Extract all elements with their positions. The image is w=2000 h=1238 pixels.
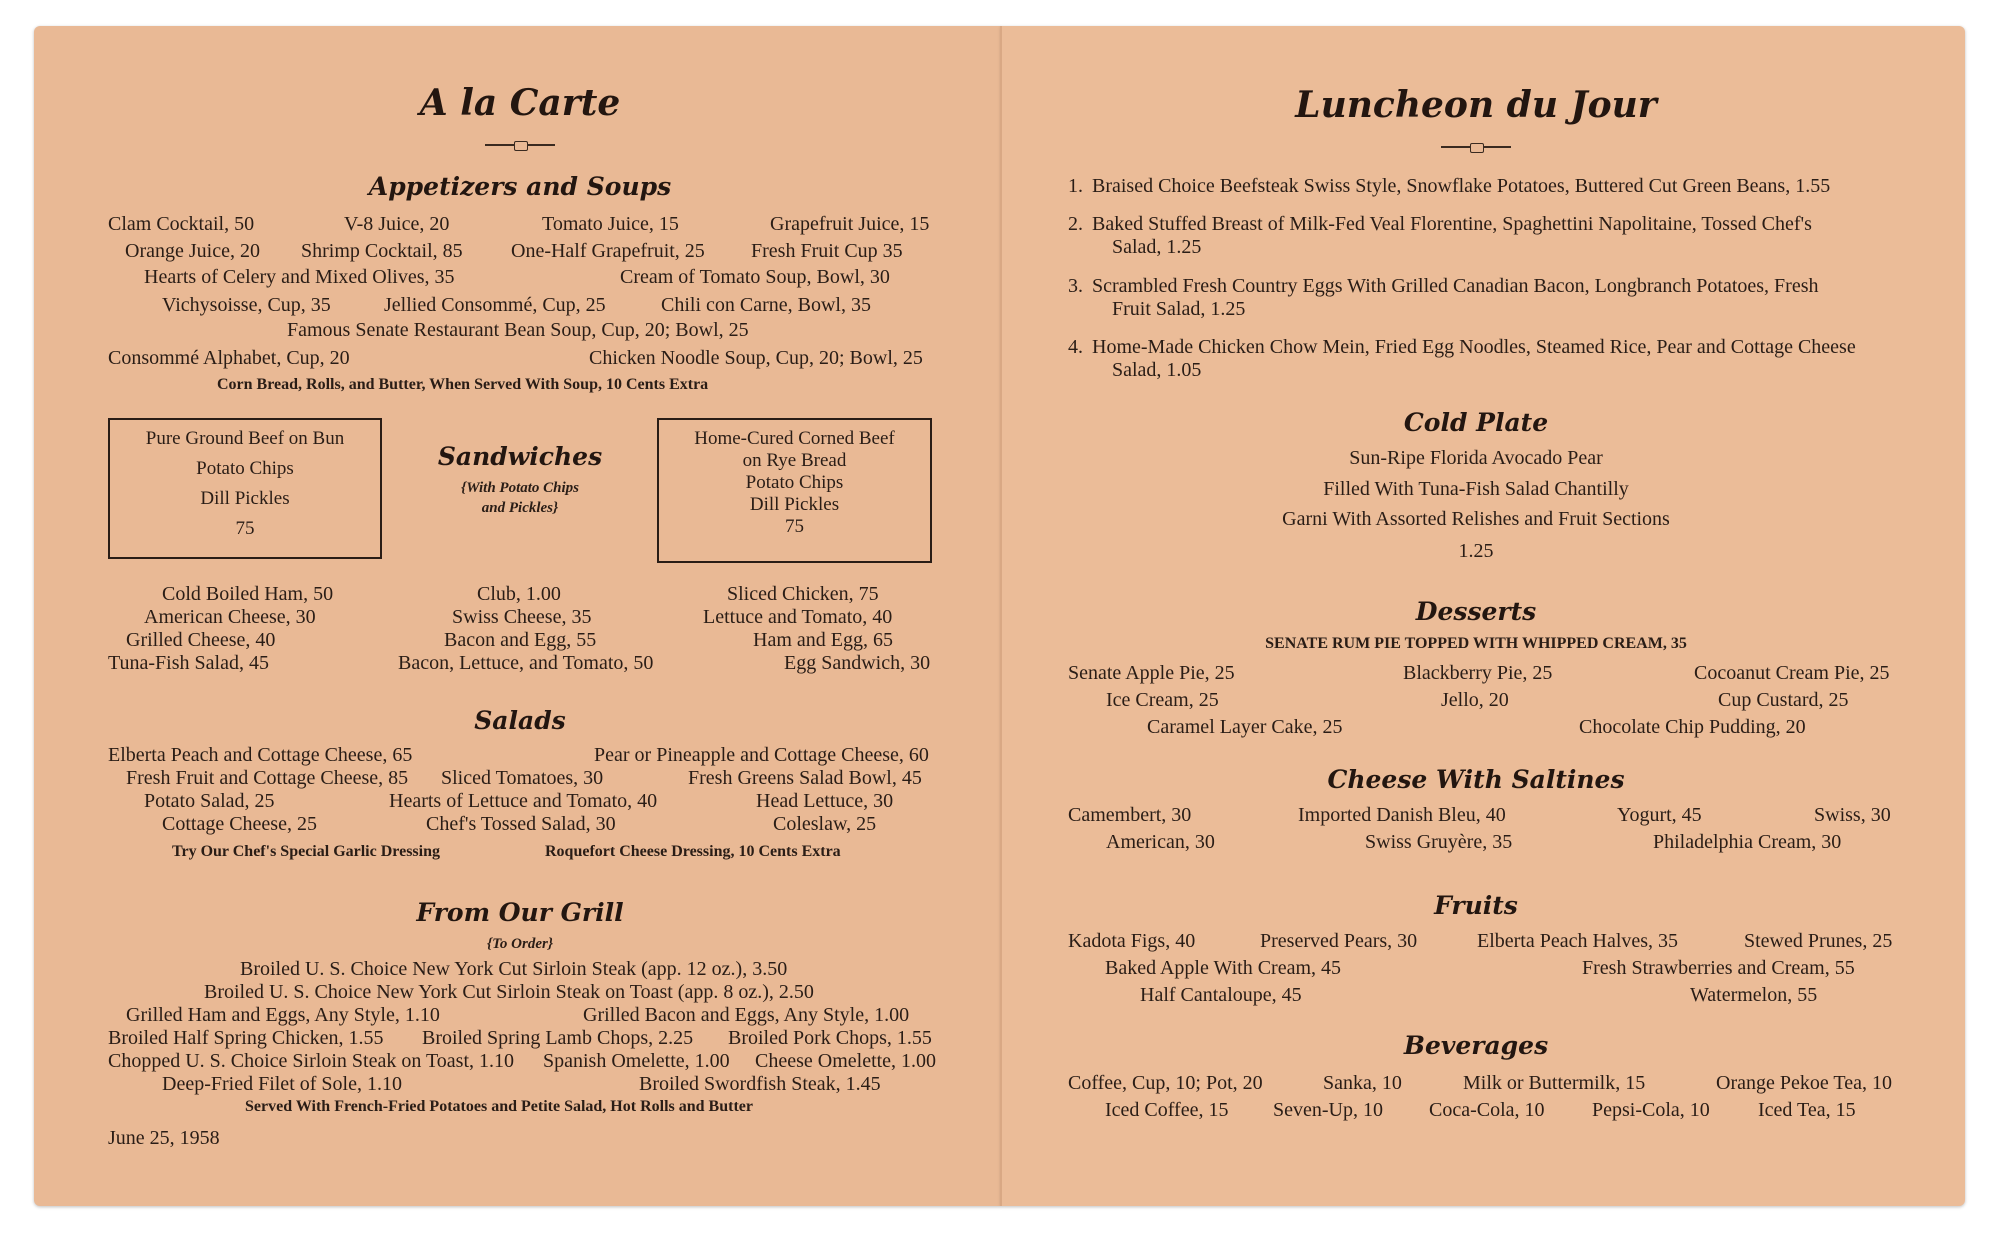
menu-item: Deep-Fried Filet of Sole, 1.10: [162, 1073, 402, 1095]
section-heading-grill: From Our Grill: [416, 898, 624, 927]
menu-item: Sliced Tomatoes, 30: [441, 767, 604, 789]
page-fold: [1000, 26, 1002, 1206]
menu-item: Ice Cream, 25: [1106, 689, 1219, 711]
luncheon-item: Home-Made Chicken Chow Mein, Fried Egg Noodles, Steamed Rice, Pear and Cottage Cheese: [1092, 336, 1856, 358]
box-line: Pure Ground Beef on Bun: [145, 428, 345, 449]
section-heading-salads: Salads: [474, 706, 566, 735]
item-number: 1.: [1068, 175, 1083, 197]
menu-item: Broiled U. S. Choice New York Cut Sirloin Steak (app. 12 oz.), 3.50: [240, 958, 788, 980]
featured-sandwich-box: [657, 418, 932, 563]
menu-note: Corn Bread, Rolls, and Butter, When Served With Soup, 10 Cents Extra: [217, 376, 709, 393]
menu-item: Spanish Omelette, 1.00: [543, 1050, 730, 1072]
box-line: on Rye Bread: [742, 450, 847, 471]
menu-item: Coleslaw, 25: [773, 813, 877, 835]
menu-item: Orange Pekoe Tea, 10: [1716, 1072, 1892, 1094]
menu-item: Ham and Egg, 65: [753, 629, 893, 651]
menu-item: Grapefruit Juice, 15: [770, 213, 930, 235]
menu-item: Tuna-Fish Salad, 45: [108, 652, 269, 674]
luncheon-item: Scrambled Fresh Country Eggs With Grilled Canadian Bacon, Longbranch Potatoes, Fresh: [1092, 275, 1819, 297]
menu-note: Roquefort Cheese Dressing, 10 Cents Extra: [545, 843, 841, 860]
menu-item: American, 30: [1106, 831, 1215, 853]
menu-item: Yogurt, 45: [1617, 804, 1702, 826]
menu-item: Jellied Consommé, Cup, 25: [384, 294, 606, 316]
luncheon-item: Salad, 1.05: [1112, 359, 1202, 381]
menu-date: June 25, 1958: [108, 1127, 220, 1149]
menu-item: Iced Tea, 15: [1758, 1099, 1856, 1121]
menu-item: Broiled Spring Lamb Chops, 2.25: [422, 1027, 694, 1049]
menu-item: Sliced Chicken, 75: [727, 583, 879, 605]
ornament-divider: [1441, 143, 1511, 151]
menu-item: Shrimp Cocktail, 85: [301, 240, 463, 262]
menu-item: Bacon, Lettuce, and Tomato, 50: [398, 652, 654, 674]
luncheon-item: Braised Choice Beefsteak Swiss Style, Snowflake Potatoes, Buttered Cut Green Beans, 1.55: [1092, 175, 1831, 197]
menu-item: Bacon and Egg, 55: [444, 629, 597, 651]
menu-item: Camembert, 30: [1068, 804, 1192, 826]
section-heading-beverages: Beverages: [1403, 1031, 1549, 1060]
item-number: 3.: [1068, 275, 1083, 297]
menu-item: Broiled U. S. Choice New York Cut Sirloin Steak on Toast (app. 8 oz.), 2.50: [204, 981, 814, 1003]
menu-note: Try Our Chef's Special Garlic Dressing: [172, 843, 440, 860]
menu-item: Watermelon, 55: [1690, 984, 1818, 1006]
menu-item: Swiss Cheese, 35: [452, 606, 592, 628]
featured-sandwich-box: [108, 418, 382, 559]
menu-item: Broiled Half Spring Chicken, 1.55: [108, 1027, 384, 1049]
luncheon-item: Salad, 1.25: [1112, 236, 1202, 258]
menu-item: Cream of Tomato Soup, Bowl, 30: [620, 266, 890, 288]
cold-plate-line: 1.25: [1458, 540, 1494, 562]
menu-item: Pepsi-Cola, 10: [1592, 1099, 1710, 1121]
menu-item: Elberta Peach Halves, 35: [1477, 930, 1679, 952]
cold-plate-line: Garni With Assorted Relishes and Fruit Sections: [1282, 508, 1670, 530]
cold-plate-line: Sun-Ripe Florida Avocado Pear: [1349, 447, 1603, 469]
menu-item: Cold Boiled Ham, 50: [162, 583, 334, 605]
menu-item: Coffee, Cup, 10; Pot, 20: [1068, 1072, 1263, 1094]
menu-item: Hearts of Celery and Mixed Olives, 35: [144, 266, 455, 288]
menu-item: Grilled Ham and Eggs, Any Style, 1.10: [126, 1004, 440, 1026]
menu-item: Tomato Juice, 15: [542, 213, 679, 235]
page-title: Luncheon du Jour: [1295, 84, 1657, 126]
section-heading-appetizers: Appetizers and Soups: [368, 172, 672, 201]
item-number: 4.: [1068, 336, 1083, 358]
menu-item: Chocolate Chip Pudding, 20: [1579, 716, 1806, 738]
menu-item: Lettuce and Tomato, 40: [703, 606, 893, 628]
menu-item: Chef's Tossed Salad, 30: [426, 813, 616, 835]
menu-item: Head Lettuce, 30: [756, 790, 894, 812]
menu-item: Club, 1.00: [477, 583, 561, 605]
menu-item: Swiss, 30: [1814, 804, 1891, 826]
box-line: Potato Chips: [745, 472, 844, 493]
box-line: Dill Pickles: [749, 494, 840, 515]
box-line: Home-Cured Corned Beef: [694, 428, 895, 449]
menu-item: Iced Coffee, 15: [1105, 1099, 1229, 1121]
menu-item: One-Half Grapefruit, 25: [511, 240, 705, 262]
menu-item: Seven-Up, 10: [1273, 1099, 1383, 1121]
menu-item: Grilled Bacon and Eggs, Any Style, 1.00: [583, 1004, 910, 1026]
menu-item: V-8 Juice, 20: [344, 213, 450, 235]
section-subtitle: and Pickles}: [481, 500, 559, 516]
menu-item: Grilled Cheese, 40: [126, 629, 276, 651]
ornament-divider: [485, 141, 555, 149]
box-line: 75: [235, 518, 255, 539]
section-heading-fruits: Fruits: [1434, 891, 1518, 920]
menu-item: Cottage Cheese, 25: [162, 813, 317, 835]
luncheon-item: Fruit Salad, 1.25: [1112, 298, 1246, 320]
cold-plate-line: Filled With Tuna-Fish Salad Chantilly: [1323, 478, 1629, 500]
menu-item: Senate Apple Pie, 25: [1068, 662, 1235, 684]
menu-item: Cheese Omelette, 1.00: [755, 1050, 937, 1072]
menu-item: Jello, 20: [1441, 689, 1509, 711]
menu-item: Clam Cocktail, 50: [108, 213, 255, 235]
menu-item: Potato Salad, 25: [144, 790, 275, 812]
menu-item: American Cheese, 30: [144, 606, 316, 628]
menu-item: Preserved Pears, 30: [1260, 930, 1418, 952]
menu-item: Famous Senate Restaurant Bean Soup, Cup, 20; Bowl, 25: [287, 319, 749, 341]
menu-item: Kadota Figs, 40: [1068, 930, 1196, 952]
menu-item: Hearts of Lettuce and Tomato, 40: [389, 790, 658, 812]
menu-item: Cup Custard, 25: [1718, 689, 1849, 711]
section-heading-cold-plate: Cold Plate: [1403, 408, 1549, 437]
luncheon-item: Baked Stuffed Breast of Milk-Fed Veal Florentine, Spaghettini Napolitaine, Tossed Chef's: [1092, 213, 1812, 235]
section-subtitle: {To Order}: [486, 936, 554, 952]
menu-item: Vichysoisse, Cup, 35: [162, 294, 331, 316]
menu-item: Coca-Cola, 10: [1429, 1099, 1545, 1121]
menu-item: Stewed Prunes, 25: [1744, 930, 1893, 952]
menu-item: Broiled Swordfish Steak, 1.45: [639, 1073, 881, 1095]
menu-item: Blackberry Pie, 25: [1403, 662, 1553, 684]
menu-item: Baked Apple With Cream, 45: [1105, 957, 1342, 979]
menu-item: Fresh Fruit Cup 35: [751, 240, 903, 262]
menu-item: Imported Danish Bleu, 40: [1298, 804, 1506, 826]
menu-item: Consommé Alphabet, Cup, 20: [108, 347, 350, 369]
box-line: Dill Pickles: [200, 488, 290, 509]
menu-item: Sanka, 10: [1323, 1072, 1402, 1094]
box-line: Potato Chips: [196, 458, 294, 479]
menu-item: Orange Juice, 20: [125, 240, 260, 262]
box-line: 75: [785, 516, 804, 537]
menu-item: Pear or Pineapple and Cottage Cheese, 60: [594, 744, 929, 766]
menu-note: Served With French-Fried Potatoes and Petite Salad, Hot Rolls and Butter: [245, 1098, 753, 1115]
menu-item: Broiled Pork Chops, 1.55: [728, 1027, 932, 1049]
menu-item: Swiss Gruyère, 35: [1365, 831, 1513, 853]
page-title: A la Carte: [419, 82, 621, 124]
featured-dessert: SENATE RUM PIE TOPPED WITH WHIPPED CREAM, 35: [1265, 635, 1687, 652]
menu-item: Egg Sandwich, 30: [784, 652, 931, 674]
section-heading-cheese: Cheese With Saltines: [1327, 765, 1625, 794]
menu-item: Philadelphia Cream, 30: [1653, 831, 1842, 853]
menu-item: Chili con Carne, Bowl, 35: [661, 294, 871, 316]
menu-item: Fresh Fruit and Cottage Cheese, 85: [126, 767, 409, 789]
item-number: 2.: [1068, 213, 1083, 235]
menu-item: Milk or Buttermilk, 15: [1463, 1072, 1646, 1094]
menu-item: Half Cantaloupe, 45: [1140, 984, 1302, 1006]
section-subtitle: {With Potato Chips: [460, 480, 580, 496]
menu-item: Chopped U. S. Choice Sirloin Steak on Toast, 1.10: [108, 1050, 514, 1072]
menu-item: Chicken Noodle Soup, Cup, 20; Bowl, 25: [589, 347, 923, 369]
menu-item: Caramel Layer Cake, 25: [1147, 716, 1343, 738]
section-heading-desserts: Desserts: [1415, 597, 1537, 626]
menu-item: Cocoanut Cream Pie, 25: [1694, 662, 1890, 684]
menu-item: Fresh Strawberries and Cream, 55: [1582, 957, 1855, 979]
menu-item: Fresh Greens Salad Bowl, 45: [688, 767, 922, 789]
section-heading-sandwiches: Sandwiches: [437, 442, 603, 471]
menu-item: Elberta Peach and Cottage Cheese, 65: [108, 744, 413, 766]
